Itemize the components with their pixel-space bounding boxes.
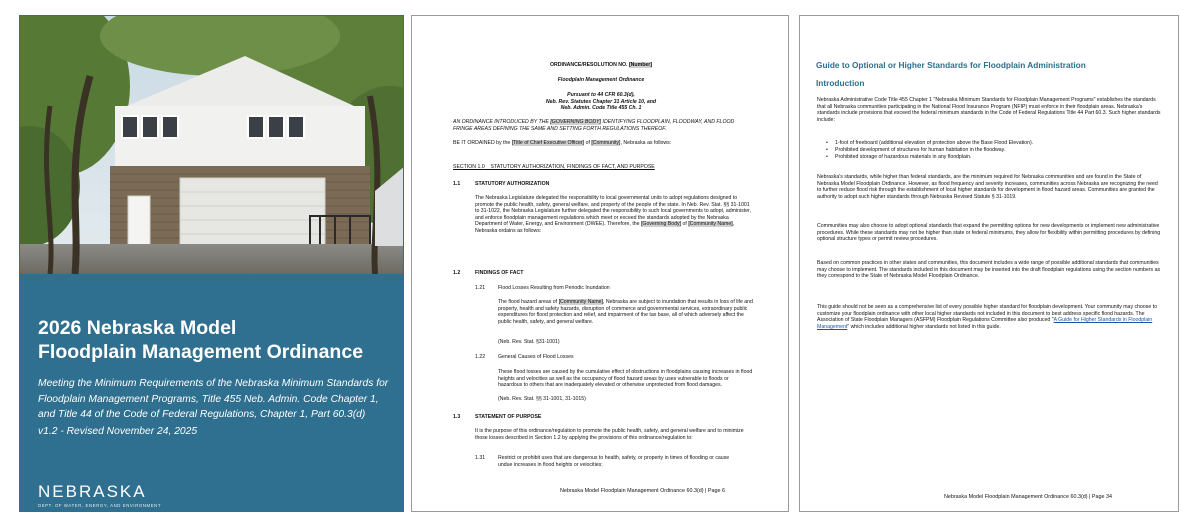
s12-number: 1.2 <box>453 270 461 276</box>
s122-title: General Causes of Flood Losses <box>498 354 574 360</box>
guide-paragraph-2: Nebraska's standards, while higher than federal standards, are the minimum required for Nebraska communities and are found in the State of Nebraska Model Floodplain Ordinance. However, as flood frequency and severity increases, communities across Nebraska are recognizing the need to further reduce flood risk through the establishment of local higher standards for development in flood hazard areas. Communities are granted the authority to adopt such higher standards through Nebraska Revised Statute § 31-1019. <box>817 174 1158 200</box>
s121-number: 1.21 <box>475 285 486 291</box>
list-item: • 1-foot of freeboard (additional elevation of protection above the Base Flood Elevation). <box>835 140 1155 147</box>
guide-paragraph-1: Nebraska Administrative Code Title 455 Chapter 1 "Nebraska Minimum Standards for Floodplain Management Programs" establishes the standards that all Nebraska communities participating in the National Flood Insurance Program (NFIP) must enforce in their floodplain areas. Nebraska's standards include provisions that exceed the federal minimum standards in the Code of Federal Regulations Title 44 Part 60.3. Such higher standards include: <box>817 97 1161 123</box>
s122-body: These flood losses are caused by the cumulative effect of obstructions in floodplains causing increases in flood heights and velocities as well as the occupancy of flood hazard areas by uses vulnerable to floods or hazardous to others that are inadequately elevated or otherwise unprotected from flood damages. <box>498 369 753 389</box>
page-6-footer: Nebraska Model Floodplain Management Ordinance 60.3(d) | Page 6 <box>560 488 726 494</box>
community-field: [Community] <box>591 140 621 146</box>
s13-title: STATEMENT OF PURPOSE <box>475 414 542 420</box>
ordinance-title: Floodplain Management Ordinance <box>557 77 645 83</box>
list-item: • Prohibited development of structures for human habitation in the floodway. <box>835 147 1155 154</box>
page-34-footer: Nebraska Model Floodplain Management Ordinance 60.3(d) | Page 34 <box>944 494 1113 500</box>
cover-title <box>38 316 393 364</box>
guide-paragraph-4: Based on common practices in other states and communities, this document includes a wide range of possible additional standards that communities may choose to implement. The standards included in this document may be inserted into the draft floodplain regulations using the section numbers as they correspond to the State of Nebraska Model Floodplain Ordinance. <box>817 260 1161 280</box>
s122-citation: (Neb. Rev. Stat. §§ 31-1001, 31-1015) <box>498 396 586 402</box>
s11-number: 1.1 <box>453 181 461 187</box>
s11-body: The Nebraska Legislature delegated the responsibility to local governmental units to adopt regulations designed to promote the public health, safety, general welfare, and property of the people of the state. In Neb. Rev. Stat. §§ 31-1001 to 31-1022, the Nebraska Legislature further delegated the responsibility to such local governments to adopt, administer, and enforce floodplain management regulations which meet or exceed the standards adopted by the Nebraska Department of Water, Energy, and Environment (DWEE). Therefore, the [Governing Body] of [Community Name], Nebraska ordains as follows: <box>475 195 751 234</box>
asfpm-guide-link[interactable]: A Guide for Higher Standards in Floodplain Management <box>817 317 1153 330</box>
ordinance-page <box>411 15 789 512</box>
cover-title-band <box>20 274 404 512</box>
logo-tagline: DEPT. OF WATER, ENERGY, AND ENVIRONMENT <box>38 503 162 508</box>
governing-body-field: [GOVERNING BODY] <box>550 119 602 125</box>
guide-paragraph-3: Communities may also choose to adopt optional standards that expand the permitting options for new developments or implement new administrative procedures. While these standards may not be higher than state or federal minimums, they allow for flexibility within permitting procedures by defining optional structure types or permit review procedures. <box>817 223 1161 243</box>
cover-photo-house <box>20 16 404 274</box>
guide-paragraph-5: This guide should not be seen as a comprehensive list of every possible higher standard for floodplain development. Your community may choose to customize your floodplain ordinance with other local higher standards not included in this document to best address specific flood hazards. The Association of State Floodplain Managers (ASFPM) Floodplain Regulations Committee also produced "A Guide for Higher Standards in Floodplain Management" which includes additional higher standards not listed in this guide. <box>817 304 1157 330</box>
s121-body: The flood hazard areas of [Community Name], Nebraska are subject to inundation that results in loss of life and property, health and safety hazards, disruption of commerce and governmental services, extraordinary public expenditures for flood protection and relief, and impairment of the tax base, all of which adversely affect the public health, safety, and general welfare. <box>498 299 753 325</box>
number-field: [Number] <box>628 62 653 68</box>
s11-title: STATUTORY AUTHORIZATION <box>475 181 550 187</box>
cover-version: v1.2 - Revised November 24, 2025 <box>38 426 198 437</box>
s13-number: 1.3 <box>453 414 461 420</box>
s12-title: FINDINGS OF FACT <box>475 270 524 276</box>
house-illustration <box>20 16 404 274</box>
pursuant-line-3: Neb. Admin. Code Title 455 Ch. 1 <box>560 105 642 112</box>
pursuant-line-2: Neb. Rev. Statutes Chapter 31 Article 10, and <box>545 98 657 105</box>
s121-title: Flood Losses Resulting from Periodic Inundation <box>498 285 610 291</box>
pursuant-line-1: Pursuant to 44 CFR 60.3(d), <box>567 92 635 98</box>
cover-title-line2: Floodplain Management Ordinance <box>38 341 364 363</box>
nebraska-dwee-logo <box>38 482 161 508</box>
ordinance-intro: AN ORDINANCE INTRODUCED BY THE [GOVERNING BODY] IDENTIFYING FLOODPLAIN, FLOODWAY, AND FLOOD FRINGE AREAS DEFINING THE SAME AND SETTING FORTH REGULATIONS THEREOF. <box>453 119 735 132</box>
s131-number: 1.31 <box>475 455 486 461</box>
section-1-heading: SECTION 1.0 STATUTORY AUTHORIZATION, FINDINGS OF FACT, AND PURPOSE <box>453 164 655 170</box>
s121-citation: (Neb. Rev. Stat. §31-1001) <box>498 339 560 345</box>
cover-subtitle: Meeting the Minimum Requirements of the Nebraska Minimum Standards for Floodplain Management Programs, Title 455 Neb. Admin. Code Chapter 1, and Title 44 of the Code of Federal Regulations, Chapter 1, Part 60.3(d) <box>38 378 389 420</box>
s131-body: Restrict or prohibit uses that are dangerous to health, safety, or property in times of flooding or cause undue increases in flood heights or velocities; <box>498 455 730 468</box>
be-it-ordained: BE IT ORDAINED by the [Title of Chief Executive Officer] of [Community], Nebraska as follows: <box>453 140 672 146</box>
logo-wordmark: NEBRASKA <box>38 482 147 501</box>
guide-page <box>799 15 1179 512</box>
guide-introduction-heading: Introduction <box>816 78 865 88</box>
higher-standards-list <box>835 140 1155 160</box>
list-item: • Prohibited storage of hazardous materials in any floodplain. <box>835 154 1155 161</box>
ceo-title-field: [Title of Chief Executive Officer] <box>511 140 585 146</box>
cover-page <box>19 15 404 512</box>
s13-body: It is the purpose of this ordinance/regulation to promote the public health, safety, and general welfare and to minimize those losses described in Section 1.2 by applying the provisions of this ordinance/regulation to: <box>475 428 744 441</box>
ordinance-number-heading: ORDINANCE/RESOLUTION NO. [Number] <box>549 62 653 68</box>
guide-heading: Guide to Optional or Higher Standards for Floodplain Administration <box>816 60 1086 70</box>
cover-title-line1: 2026 Nebraska Model <box>38 317 237 339</box>
s122-number: 1.22 <box>475 354 486 360</box>
